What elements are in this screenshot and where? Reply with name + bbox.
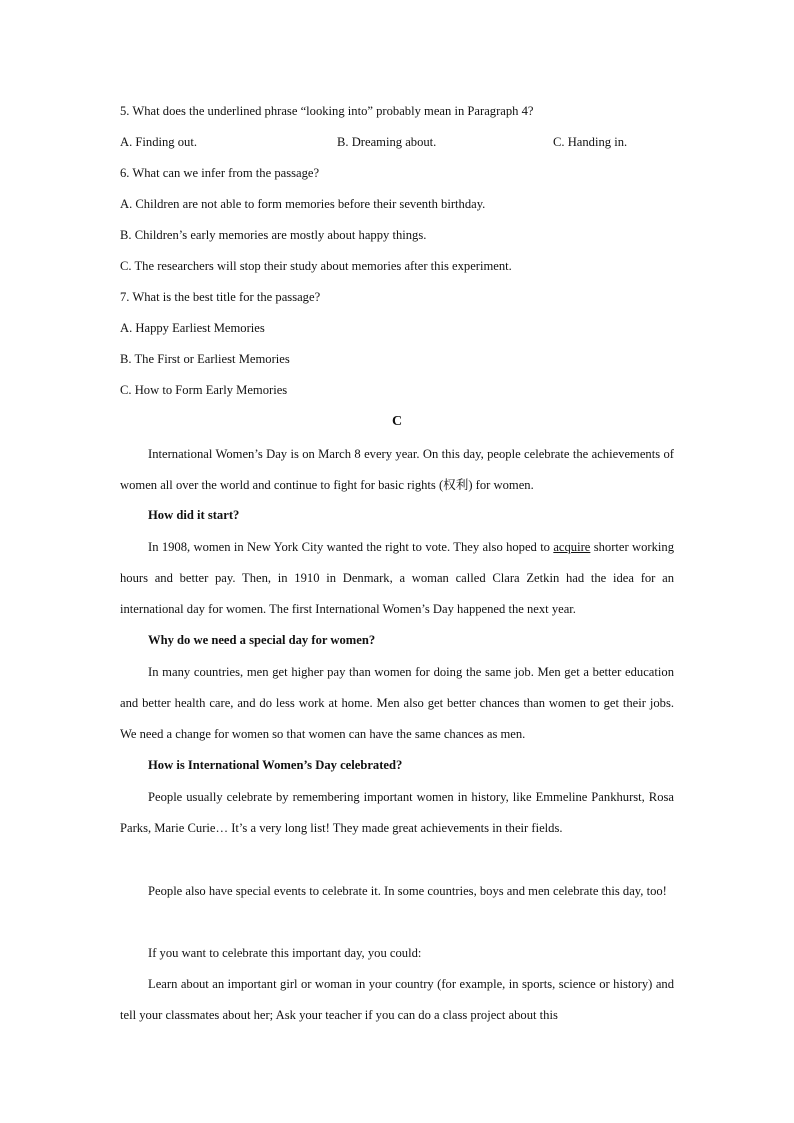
section-letter: C — [391, 414, 403, 429]
suggestion-paragraph: Learn about an important girl or woman in your country (for example, in sports, science or history) and tell your classmates about her; Ask your teacher if you can do a class project about this — [120, 977, 674, 1023]
heading-how-did-it-start: How did it start? — [148, 508, 240, 522]
question-5-stem: 5. What does the underlined phrase “looking into” probably mean in Paragraph 4? — [120, 104, 534, 118]
question-5-option-c: C. Handing in. — [553, 135, 628, 149]
suggestion-intro: If you want to celebrate this important day, you could: — [148, 946, 422, 960]
underlined-word: acquire — [553, 540, 591, 554]
question-7-option-a: A. Happy Earliest Memories — [120, 321, 265, 335]
question-7-stem: 7. What is the best title for the passage? — [120, 290, 321, 304]
question-5-option-a: A. Finding out. — [120, 135, 197, 149]
reasons-paragraph: In many countries, men get higher pay than women for doing the same job. Men get a better education and better health care, and do less work at home. Men also get better chances than women to get their jobs. We need a change for women so that women can have the same chances as men. — [120, 665, 674, 742]
question-6-option-c: C. The researchers will stop their study about memories after this experiment. — [120, 259, 512, 273]
history-text-end: shorter working hours and better pay. Then, in 1910 in Denmark, a woman called Clara Zetkin had the idea for an international day for women. The first International Women’s Day happened the next year. — [120, 540, 675, 617]
celebration-paragraph: People usually celebrate by remembering important women in history, like Emmeline Pankhurst, Rosa Parks, Marie Curie… It’s a very long list! They made great achievements in their fields. — [120, 790, 674, 836]
heading-why-special-day: Why do we need a special day for women? — [148, 633, 376, 647]
question-7-option-c: C. How to Form Early Memories — [120, 383, 288, 397]
heading-how-celebrated: How is International Women’s Day celebrated? — [148, 758, 403, 772]
history-paragraph — [120, 532, 674, 626]
question-7-option-b: B. The First or Earliest Memories — [120, 352, 290, 366]
question-6-option-a: A. Children are not able to form memories before their seventh birthday. — [120, 197, 486, 211]
intro-paragraph: International Women’s Day is on March 8 every year. On this day, people celebrate the achievements of women all over the world and continue to fight for basic rights (权利) for women. — [120, 447, 674, 493]
question-6-stem: 6. What can we infer from the passage? — [120, 166, 320, 180]
events-paragraph: People also have special events to celebrate it. In some countries, boys and men celebrate this day, too! — [148, 884, 667, 898]
history-text-start: In 1908, women in New York City wanted the right to vote. They also hoped to — [148, 540, 554, 554]
question-5-option-b: B. Dreaming about. — [337, 135, 437, 149]
question-6-option-b: B. Children’s early memories are mostly about happy things. — [120, 228, 427, 242]
